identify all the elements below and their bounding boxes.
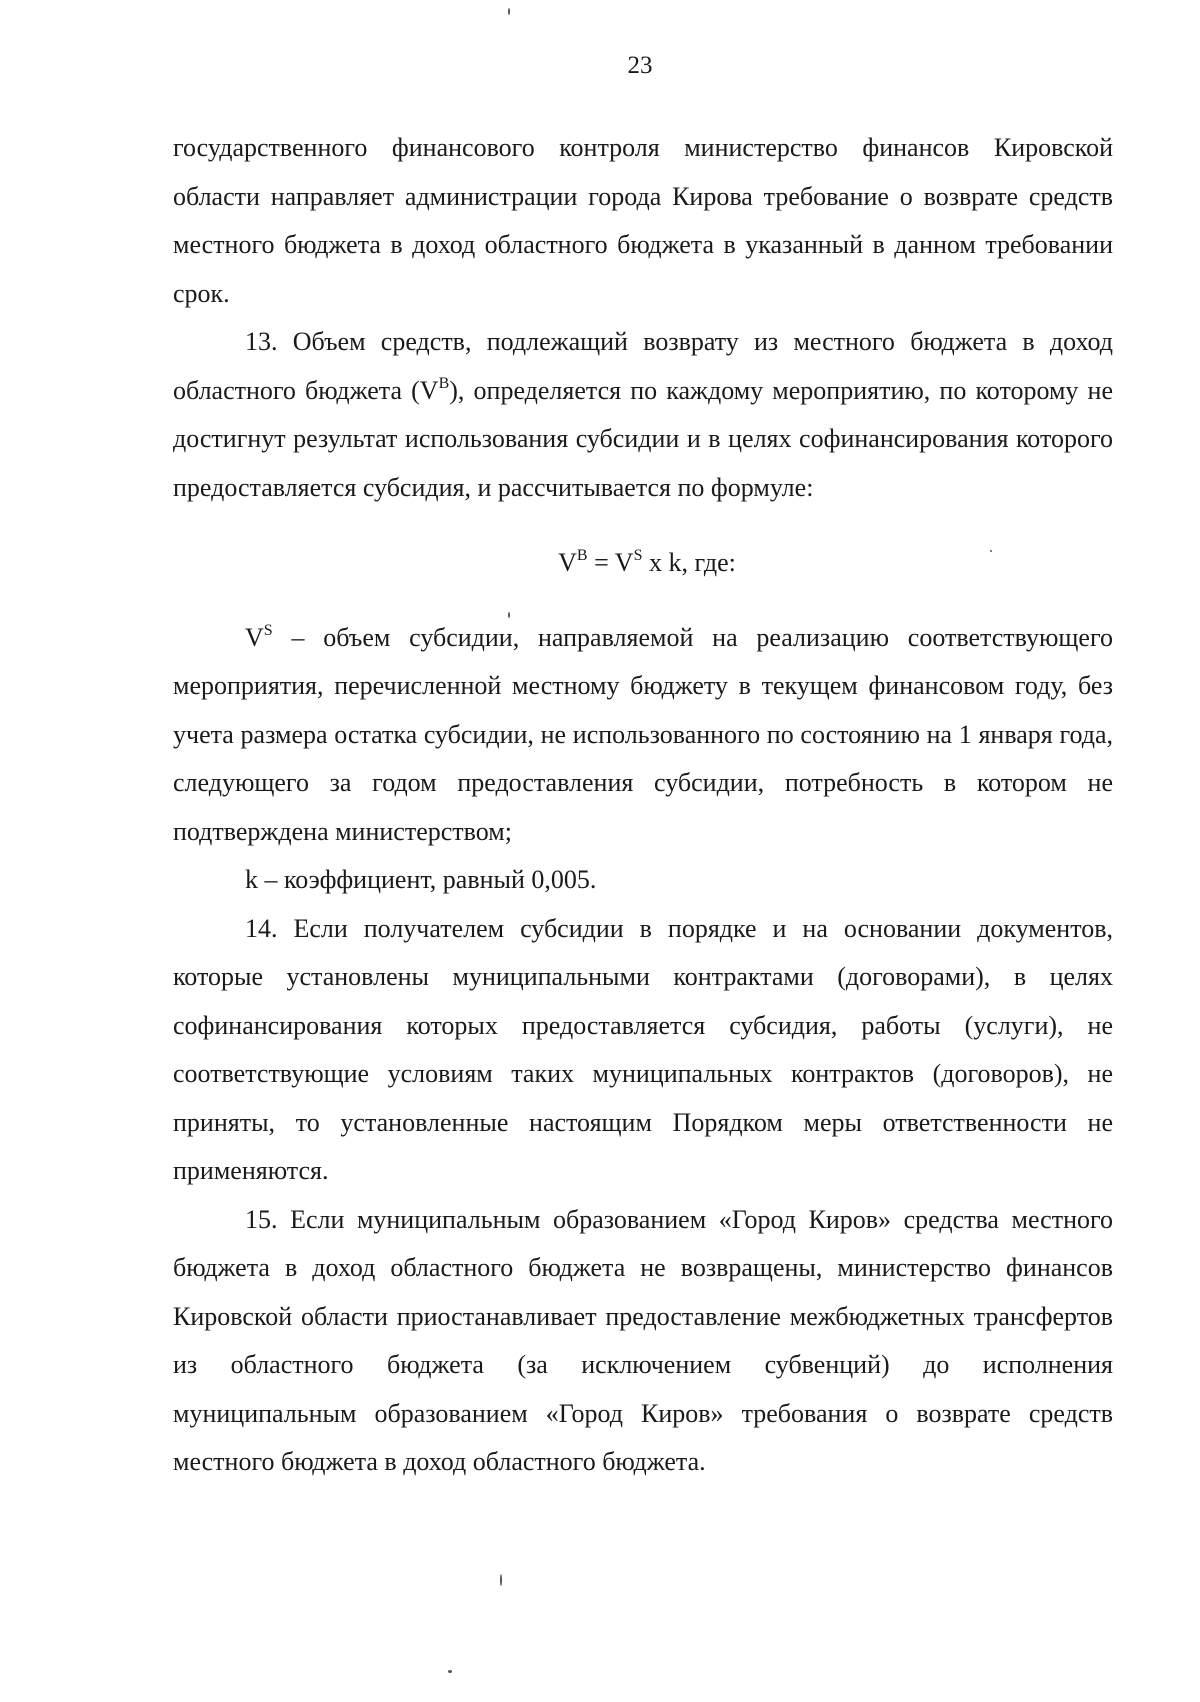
paragraph-15: 15. Если муниципальным образованием «Город Киров» средства местного бюджета в доход областного бюджета не возвращены, министерство финансов Кировской области приостанавливает предоставление межбюджетных трансфертов из областного бюджета (за исключением субвенций) до исполнения муниципальным образованием «Город Киров» требования о возврате средств местного бюджета в доход областного бюджета. bbox=[173, 1204, 1113, 1476]
paragraph-13 bbox=[173, 318, 1113, 512]
scan-speck bbox=[448, 1670, 452, 1673]
vs-definition-text: – объем субсидии, направляемой на реализацию соответствующего мероприятия, перечисленной местному бюджету в текущем финансовом году, без учета размера остатка субсидии, не использованного по состоянию на 1 января года, следующего за годом предоставления субсидии, потребность в котором не подтверждена министерством; bbox=[173, 622, 1113, 846]
page-number: 23 bbox=[627, 52, 653, 79]
paragraph-13-text-a: 13. Объем средств, подлежащий возврату из местного бюджета в доход областного бюджета (V bbox=[173, 327, 1113, 405]
scan-speck bbox=[508, 8, 510, 15]
scan-speck bbox=[508, 612, 510, 618]
formula-sup-b: B bbox=[576, 547, 588, 564]
paragraph-k-definition: k – коэффициент, равный 0,005. bbox=[245, 865, 597, 894]
scan-speck bbox=[500, 1574, 502, 1586]
document-body bbox=[173, 124, 1113, 1487]
formula-sup-s: S bbox=[633, 547, 643, 564]
formula-mid: = V bbox=[587, 548, 634, 577]
superscript-b: B bbox=[438, 374, 450, 392]
paragraph-vs-definition bbox=[173, 614, 1113, 857]
formula-v1: V bbox=[558, 548, 577, 577]
formula bbox=[173, 539, 1113, 588]
vs-superscript: S bbox=[263, 621, 273, 639]
paragraph-continuation: государственного финансового контроля министерство финансов Кировской области направляет администрации города Кирова требование о возврате средств местного бюджета в доход областного бюджета в указанный в данном требовании срок. bbox=[173, 133, 1113, 308]
scan-speck bbox=[990, 550, 992, 552]
paragraph-14: 14. Если получателем субсидии в порядке и на основании документов, которые установлены муниципальными контрактами (договорами), в целях софинансирования которых предоставляется субсидия, работы (услуги), не соответствующие условиям таких муниципальных контрактов (договоров), не приняты, то установленные настоящим Порядком меры ответственности не применяются. bbox=[173, 913, 1113, 1185]
formula-end: x k, где: bbox=[642, 548, 736, 577]
paragraph-13-text-b: ), определяется по каждому мероприятию, по которому не достигнут результат использования субсидии и в целях софинансирования которого предоставляется субсидия, и рассчитывается по формуле: bbox=[173, 375, 1114, 502]
vs-symbol: V bbox=[245, 622, 264, 652]
